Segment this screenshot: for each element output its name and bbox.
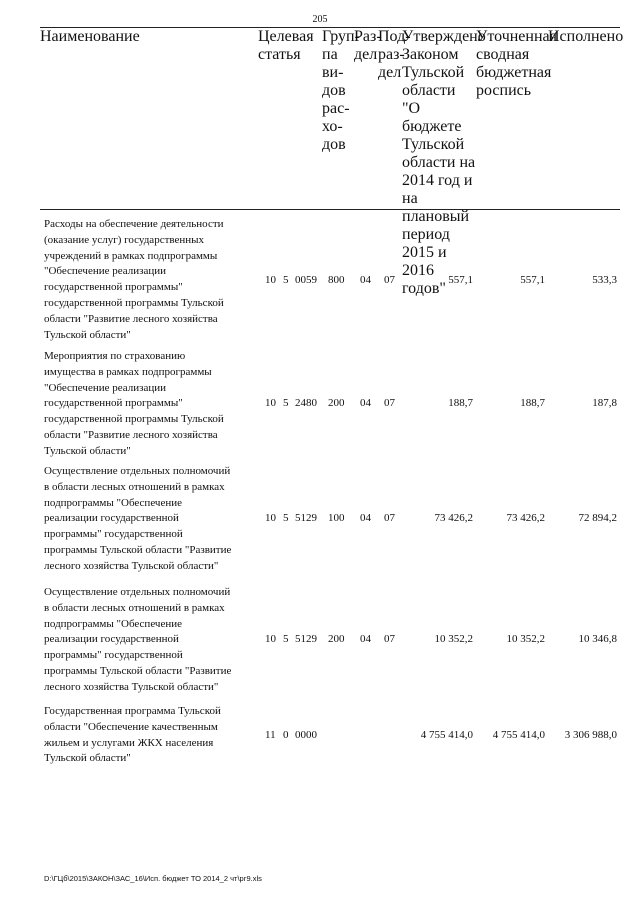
expense-group: 200	[328, 397, 345, 409]
approved-amount: 4 755 414,0	[420, 729, 473, 741]
subsection: 07	[384, 274, 395, 286]
row-name: Государственная программа Тульской области "Обеспечение качественным жильем и услугами ЖКХ населения Тульской области"	[44, 705, 221, 765]
section: 04	[360, 397, 371, 409]
target-article-part2: 5	[283, 397, 289, 409]
executed-amount: 187,8	[592, 397, 617, 409]
header-expense-group: Груп- па ви- дов рас- хо- дов	[322, 27, 354, 210]
page-number: 205	[312, 14, 328, 25]
file-path-footer: D:\ГЦб\2015\ЗАКОН\ЗАС_16\Исп. бюджет ТО 2014_2 чт\рг9.xls	[44, 874, 262, 883]
expense-group: 100	[328, 512, 345, 524]
header-section: Раз- дел	[354, 27, 378, 210]
expense-group: 200	[328, 633, 345, 645]
approved-amount: 10 352,2	[434, 633, 473, 645]
refined-amount: 557,1	[520, 274, 545, 286]
target-article-part3: 5129	[295, 512, 317, 524]
target-article-part1: 10	[265, 633, 276, 645]
row-name: Расходы на обеспечение деятельности (оказание услуг) государственных учреждений в рамках подпрограммы "Обеспечение реализации государственной программы" государственной программы Тульской области "Развитие лесного хозяйства Тульской области"	[44, 218, 224, 341]
header-approved: Утверждено Законом Тульской области "О бюджете Тульской области на 2014 год и на плановый период 2015 и 2016 годов"	[402, 28, 486, 297]
row-name: Осуществление отдельных полномочий в области лесных отношений в рамках подпрограммы "Обеспечение реализации государственной программы" государственной программы Тульской области "Развитие лесного хозяйства Тульской области"	[44, 465, 232, 572]
target-article-part1: 11	[265, 729, 276, 741]
subsection: 07	[384, 397, 395, 409]
executed-amount: 3 306 988,0	[564, 729, 617, 741]
header-name: Наименование	[40, 27, 258, 210]
section: 04	[360, 512, 371, 524]
target-article-part2: 5	[283, 274, 289, 286]
subsection: 07	[384, 512, 395, 524]
header-executed: Исполнено	[548, 27, 620, 210]
expense-group: 800	[328, 274, 345, 286]
target-article-part1: 10	[265, 274, 276, 286]
target-article-part3: 0059	[295, 274, 317, 286]
target-article-part3: 2480	[295, 397, 317, 409]
header-target-article: Целевая статья	[258, 27, 322, 210]
subsection: 07	[384, 633, 395, 645]
executed-amount: 72 894,2	[578, 512, 617, 524]
target-article-part2: 5	[283, 633, 289, 645]
refined-amount: 188,7	[520, 397, 545, 409]
section: 04	[360, 633, 371, 645]
executed-amount: 10 346,8	[578, 633, 617, 645]
row-name: Осуществление отдельных полномочий в области лесных отношений в рамках подпрограммы "Обеспечение реализации государственной программы" государственной программы Тульской области "Развитие лесного хозяйства Тульской области"	[44, 586, 232, 693]
approved-amount: 73 426,2	[434, 512, 473, 524]
approved-amount: 557,1	[448, 274, 473, 286]
target-article-part1: 10	[265, 512, 276, 524]
target-article-part3: 5129	[295, 633, 317, 645]
approved-amount: 188,7	[448, 397, 473, 409]
section: 04	[360, 274, 371, 286]
refined-amount: 73 426,2	[506, 512, 545, 524]
target-article-part3: 0000	[295, 729, 317, 741]
target-article-part2: 0	[283, 729, 289, 741]
header-refined: Уточненная сводная бюджетная роспись	[476, 27, 548, 210]
refined-amount: 10 352,2	[506, 633, 545, 645]
executed-amount: 533,3	[592, 274, 617, 286]
target-article-part2: 5	[283, 512, 289, 524]
row-name: Мероприятия по страхованию имущества в рамках подпрограммы "Обеспечение реализации государственной программы" государственной программы Тульской области "Развитие лесного хозяйства Тульской области"	[44, 350, 224, 457]
refined-amount: 4 755 414,0	[492, 729, 545, 741]
header-subsection: Под- раз- дел	[378, 27, 402, 210]
target-article-part1: 10	[265, 397, 276, 409]
